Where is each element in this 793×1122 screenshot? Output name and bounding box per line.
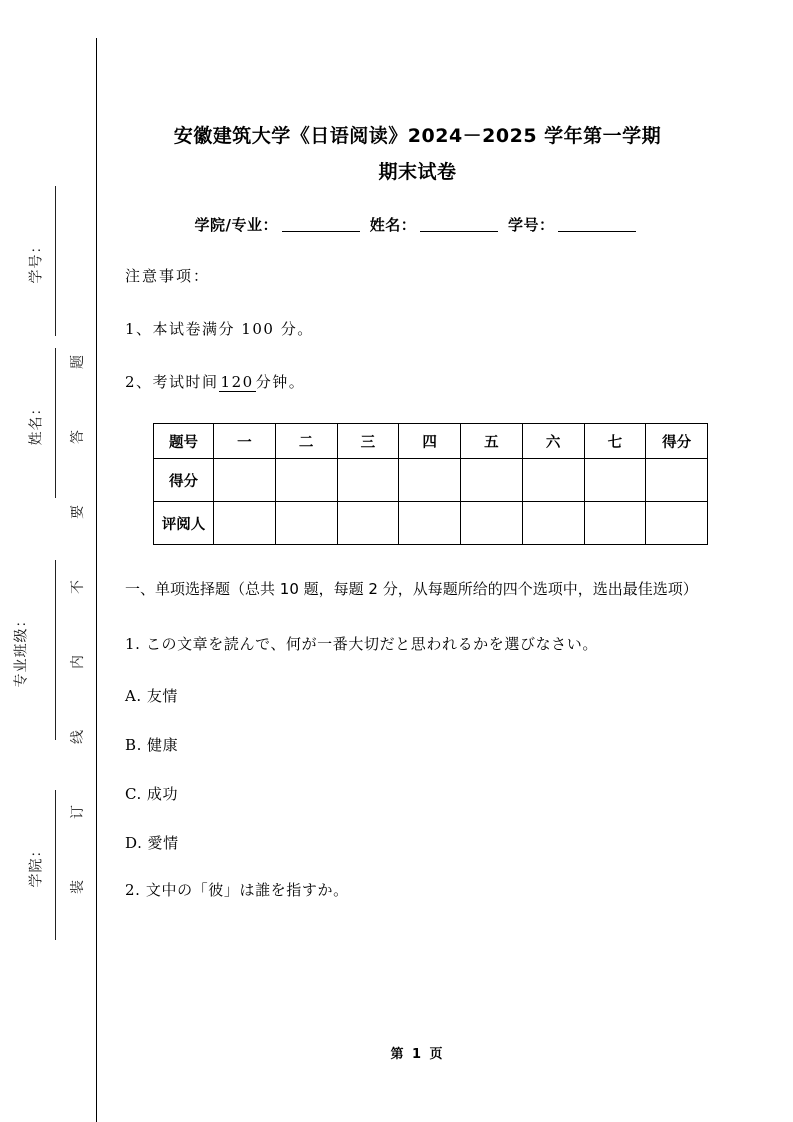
- score-cell-0-0[interactable]: [214, 459, 276, 502]
- question-1-option-b[interactable]: [125, 707, 710, 756]
- question-1-option-c-text: 成功: [146, 785, 179, 803]
- identity-line: [125, 190, 710, 235]
- score-cell-0-6[interactable]: [584, 459, 646, 502]
- binding-field-class-label: 专业班级：: [13, 612, 30, 688]
- binding-field-student-id-rule: [55, 186, 56, 336]
- score-cell-0-1[interactable]: [275, 459, 337, 502]
- table-row: [154, 502, 708, 545]
- student-id-blank[interactable]: [558, 231, 636, 232]
- seal-char-5: 线: [70, 730, 86, 744]
- seal-char-1: 答: [70, 430, 86, 444]
- question-2-stem: 2. 文中の「彼」は誰を指すか。: [125, 881, 349, 899]
- seal-char-4: 内: [70, 655, 86, 669]
- margin-vertical-rule: [96, 38, 97, 1122]
- question-1-option-d-key: D.: [125, 834, 143, 852]
- score-table-header-2: 二: [275, 424, 337, 459]
- page-title-line1: 安徽建筑大学《日语阅读》2024－2025 学年第一学期: [173, 125, 662, 147]
- score-table-header-4: 四: [399, 424, 461, 459]
- question-1-option-b-text: 健康: [147, 736, 179, 754]
- score-table-wrapper: [125, 392, 710, 545]
- score-table-header-5: 五: [461, 424, 523, 459]
- score-table-header-6: 六: [522, 424, 584, 459]
- question-1-option-c[interactable]: [125, 756, 710, 805]
- seal-char-3: 不: [70, 580, 86, 594]
- college-major-blank[interactable]: [282, 231, 360, 232]
- note-item-2: [125, 339, 710, 392]
- score-row-label-score: 得分: [154, 459, 214, 502]
- score-cell-1-7[interactable]: [646, 502, 708, 545]
- score-table-header-8: 得分: [646, 424, 708, 459]
- note-item-2-prefix: 2、考试时间: [125, 373, 219, 391]
- question-1-option-a-key: A.: [125, 687, 142, 705]
- question-1-option-a-text: 友情: [146, 687, 179, 705]
- score-cell-0-5[interactable]: [522, 459, 584, 502]
- score-table-header-1: 一: [214, 424, 276, 459]
- binding-field-name-rule: [55, 348, 56, 498]
- page-title: [125, 0, 710, 190]
- score-table-header-7: 七: [584, 424, 646, 459]
- binding-field-student-id: [12, 186, 58, 336]
- question-1-stem: 1. この文章を読んで、何が一番大切だと思われるかを選びなさい。: [125, 635, 598, 653]
- binding-margin: [0, 0, 96, 1122]
- student-id-label: 学号：: [507, 216, 555, 234]
- score-cell-0-7[interactable]: [646, 459, 708, 502]
- notes-heading: 注意事项：: [125, 267, 211, 285]
- score-table: [153, 423, 708, 545]
- score-cell-1-2[interactable]: [337, 502, 399, 545]
- score-cell-1-4[interactable]: [461, 502, 523, 545]
- score-cell-1-1[interactable]: [275, 502, 337, 545]
- score-cell-1-6[interactable]: [584, 502, 646, 545]
- exam-content: [125, 0, 710, 904]
- student-name-blank[interactable]: [420, 231, 498, 232]
- score-cell-0-2[interactable]: [337, 459, 399, 502]
- binding-field-college: [12, 790, 58, 940]
- score-row-label-grader: 评阅人: [154, 502, 214, 545]
- score-table-header-0: 题号: [154, 424, 214, 459]
- score-cell-1-3[interactable]: [399, 502, 461, 545]
- binding-field-column: [12, 0, 58, 1122]
- seal-char-0: 题: [70, 355, 86, 369]
- student-name-label: 姓名：: [369, 216, 417, 234]
- section-one-heading: 一、单项选择题（总共 10 题，每题 2 分，从每题所给的四个选项中，选出最佳选项）: [125, 580, 698, 598]
- note-item-2-suffix: 分钟。: [255, 373, 306, 391]
- score-cell-1-0[interactable]: [214, 502, 276, 545]
- question-1-option-c-key: C.: [125, 785, 142, 803]
- question-1-option-d-text: 愛情: [147, 834, 179, 852]
- binding-field-college-rule: [55, 790, 56, 940]
- table-row-header: [154, 424, 708, 459]
- score-cell-0-4[interactable]: [461, 459, 523, 502]
- score-cell-1-5[interactable]: [522, 502, 584, 545]
- score-table-header-3: 三: [337, 424, 399, 459]
- score-cell-0-3[interactable]: [399, 459, 461, 502]
- question-1-option-d[interactable]: [125, 805, 710, 854]
- page-footer: 第 1 页: [390, 1047, 445, 1062]
- binding-field-name-label: 姓名：: [28, 400, 45, 446]
- binding-field-college-label: 学院：: [28, 842, 45, 888]
- question-1-option-b-key: B.: [125, 736, 142, 754]
- college-major-label: 学院/专业：: [194, 216, 278, 234]
- binding-field-name: [12, 348, 58, 498]
- binding-field-class: [12, 560, 58, 740]
- binding-field-student-id-label: 学号：: [28, 238, 45, 284]
- seal-char-6: 订: [70, 805, 86, 819]
- binding-field-class-rule: [55, 560, 56, 740]
- table-row: [154, 459, 708, 502]
- exam-duration-value: 120: [220, 373, 254, 391]
- binding-seal-column: [60, 0, 94, 1122]
- page-title-line2: 期末试卷: [378, 161, 457, 183]
- question-1-option-a[interactable]: [125, 658, 710, 707]
- note-item-1: 1、本试卷满分 100 分。: [125, 320, 314, 338]
- seal-char-7: 装: [70, 880, 86, 894]
- seal-char-2: 要: [70, 505, 86, 519]
